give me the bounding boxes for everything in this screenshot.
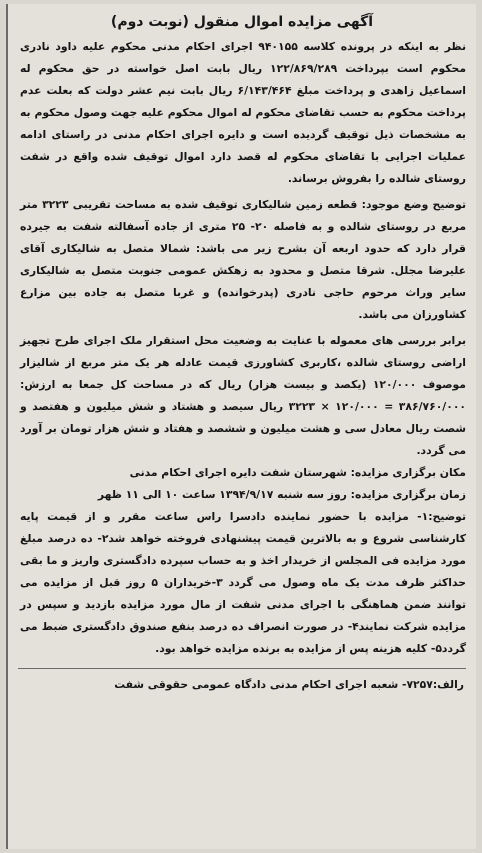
notice-intro-paragraph: نظر به اینکه در پرونده کلاسه ۹۴۰۱۵۵ اجرای احکام مدنی محکوم علیه داود نادری محکوم است بپرداخت ۱۲۲/۸۶۹/۲۸۹ ریال بابت اصل خواسته در حق محکوم له اسماعیل زاهدی و پرداخت مبلغ ۶/۱۴۳/۴۶۴ ریال بابت نیم عشر دولت که بعلت عدم پرداخت محکوم به حسب تقاضای محکوم له اموال محکوم علیه جهت وصول محکوم به به مشخصات ذیل توقیف گردیده است و دایره اجرای احکام مدنی در راستای ادامه عملیات اجرایی با تقاضای محکوم له قصد دارد اموال توقیف شده واقع در شفت روستای شالده را بفروش برساند. <box>20 40 467 185</box>
auction-time: زمان برگزاری مزایده: روز سه شنبه ۱۳۹۴/۹/۱۷ ساعت ۱۰ الی ۱۱ ظهر <box>97 488 466 501</box>
property-description-paragraph: توضیح وضع موجود: قطعه زمین شالیکاری توقیف شده به مساحت تقریبی ۳۲۲۳ متر مربع در روستای شالده و به فاصله ۲۰- ۲۵ متری از جاده آسفالته شفت به جیرده قرار دارد که حدود اربعه آن بشرح زیر می باشد: شمالا متصل به شالیکاری آقای علیرضا مجلل. شرقا متصل و محدود به زهکش عمومی جنوبت متصل به شالیکاری سایر وراث مرحوم حاجی نادری (پدرخوانده) و غربا متصل به جاده بین مزارع کشاورزان می باشد. <box>20 198 467 321</box>
newspaper-clipping <box>6 4 476 849</box>
notice-title: آگهی مزایده اموال منقول (نوبت دوم) <box>110 14 374 30</box>
auction-location: مکان برگزاری مزایده: شهرستان شفت دایره اجرای احکام مدنی <box>129 466 466 479</box>
auction-terms-paragraph: توضیح:۱- مزایده با حضور نماینده دادسرا راس ساعت مقرر و از قیمت پایه کارشناسی شروع و به بالاترین قیمت پیشنهادی فروخته خواهد شد۲- ده درصد مبلغ مورد مزایده فی المجلس از خریدار اخذ و به حساب سپرده دادگستری واریز و ما بقی حداکثر ظرف مدت یک ماه وصول می گردد ۳-خریداران ۵ روز قبل از مزایده می توانند ضمن هماهنگی با اجرای مدنی شفت از مال مورد مزایده بازدید و سپس در مزایده شرکت نمایند۴- در صورت انصراف ده درصد بنفع صندوق دادگستری ضبط می گردد۵- کلیه هزینه پس از مزایده به برنده مزایده خواهد بود. <box>20 510 466 655</box>
footer-divider <box>18 668 466 669</box>
notice-footer: رالف:۷۲۵۷- شعبه اجرای احکام مدنی دادگاه عمومی حقوقی شفت <box>114 678 464 691</box>
valuation-paragraph: برابر بررسی های معموله با عنایت به وضعیت محل استقرار ملک اجرای طرح تجهیز اراضی روستای شالده ،کاربری کشاورزی قیمت عادله هر یک متر مربع از شالیزار موصوف ۱۲۰/۰۰۰ (یکصد و بیست هزار) ریال که در مساحت کل جمعا به ارزش: ۳۸۶/۷۶۰/۰۰۰ = ۱۲۰/۰۰۰ × ۳۲۲۳ ریال سیصد و هشتاد و شش میلیون و هفتصد و شصت ریال معادل سی و هشت میلیون و ششصد و هفتاد و شش هزار تومان بر آورد می گردد. <box>20 334 466 457</box>
